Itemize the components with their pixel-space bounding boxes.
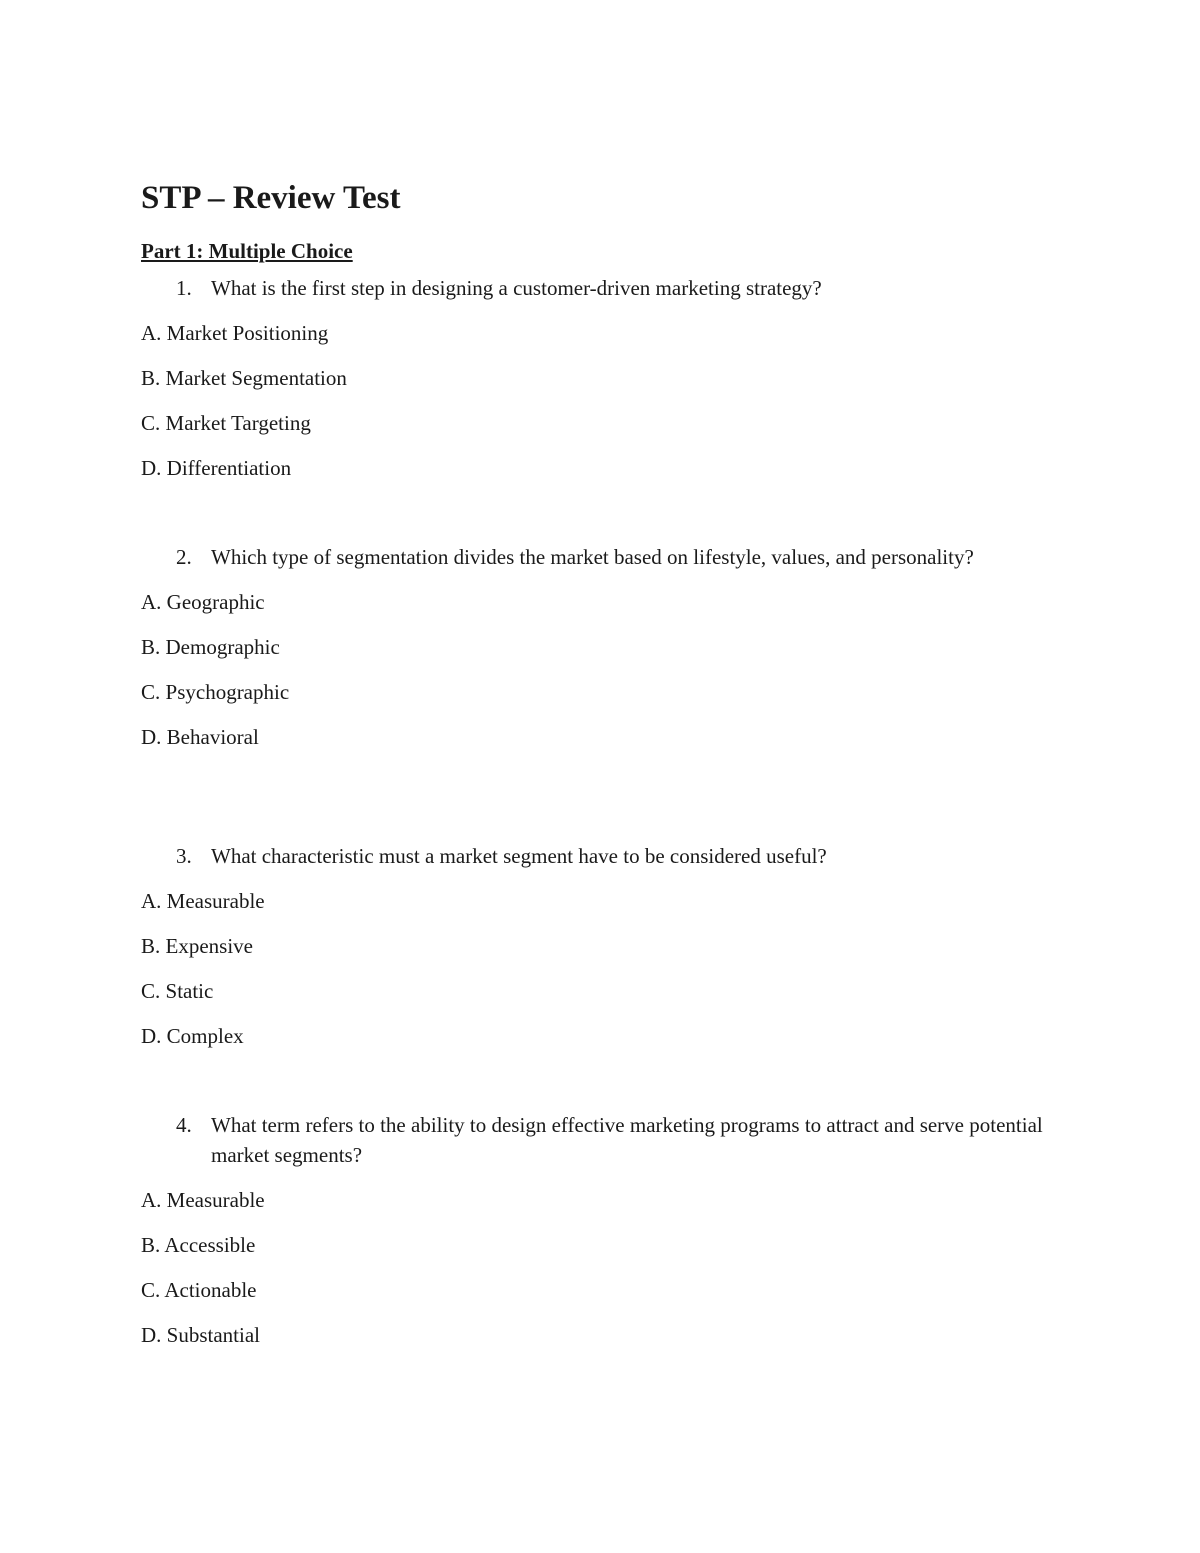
option-text: Psychographic [165,680,290,704]
option-letter: B. [141,1233,161,1257]
option-letter: A. [141,889,162,913]
option-text: Accessible [164,1233,256,1257]
answer-option-c [141,408,1081,438]
answer-option-a [141,886,1081,916]
option-letter: D. [141,1323,162,1347]
answer-options [141,318,1081,483]
option-letter: A. [141,321,162,345]
question-stem [141,542,1081,572]
option-letter: C. [141,411,161,435]
option-letter: A. [141,590,162,614]
question-number: 2. [176,545,192,569]
question-1 [141,273,1081,483]
option-text: Market Positioning [166,321,329,345]
option-letter: C. [141,1278,161,1302]
answer-option-b [141,363,1081,393]
option-text: Market Segmentation [165,366,347,390]
answer-option-a [141,318,1081,348]
option-letter: D. [141,725,162,749]
answer-option-c [141,677,1081,707]
option-text: Complex [166,1024,244,1048]
option-text: Market Targeting [165,411,311,435]
answer-options [141,1185,1081,1350]
answer-option-d [141,1021,1081,1051]
option-text: Behavioral [166,725,259,749]
answer-option-c [141,976,1081,1006]
option-text: Expensive [165,934,253,958]
answer-options [141,886,1081,1051]
option-letter: D. [141,1024,162,1048]
option-letter: D. [141,456,162,480]
question-2 [141,542,1081,752]
option-text: Measurable [166,1188,265,1212]
option-text: Actionable [164,1278,257,1302]
option-letter: B. [141,934,161,958]
answer-option-d [141,453,1081,483]
question-text: Which type of segmentation divides the market based on lifestyle, values, and personality? [211,545,974,569]
answer-option-a [141,587,1081,617]
option-text: Geographic [166,590,265,614]
answer-options [141,587,1081,752]
part-heading: Part 1: Multiple Choice [141,239,353,263]
question-number: 4. [176,1113,192,1137]
question-4 [141,1110,1081,1350]
option-letter: B. [141,635,161,659]
answer-option-d [141,1320,1081,1350]
option-letter: A. [141,1188,162,1212]
option-text: Differentiation [166,456,292,480]
question-number: 1. [176,276,192,300]
option-letter: C. [141,680,161,704]
answer-option-b [141,931,1081,961]
question-text: What term refers to the ability to design effective marketing programs to attract and serve potential market segments? [211,1113,1043,1167]
option-text: Measurable [166,889,265,913]
question-stem [141,1110,1081,1170]
option-letter: C. [141,979,161,1003]
option-letter: B. [141,366,161,390]
question-stem [141,273,1081,303]
question-stem [141,841,1081,871]
answer-option-d [141,722,1081,752]
question-text: What is the first step in designing a customer-driven marketing strategy? [211,276,822,300]
question-number: 3. [176,844,192,868]
question-3 [141,841,1081,1051]
answer-option-b [141,1230,1081,1260]
option-text: Demographic [165,635,280,659]
question-text: What characteristic must a market segment have to be considered useful? [211,844,827,868]
document-title: STP – Review Test [141,180,401,216]
answer-option-a [141,1185,1081,1215]
option-text: Substantial [166,1323,261,1347]
option-text: Static [165,979,214,1003]
answer-option-c [141,1275,1081,1305]
answer-option-b [141,632,1081,662]
